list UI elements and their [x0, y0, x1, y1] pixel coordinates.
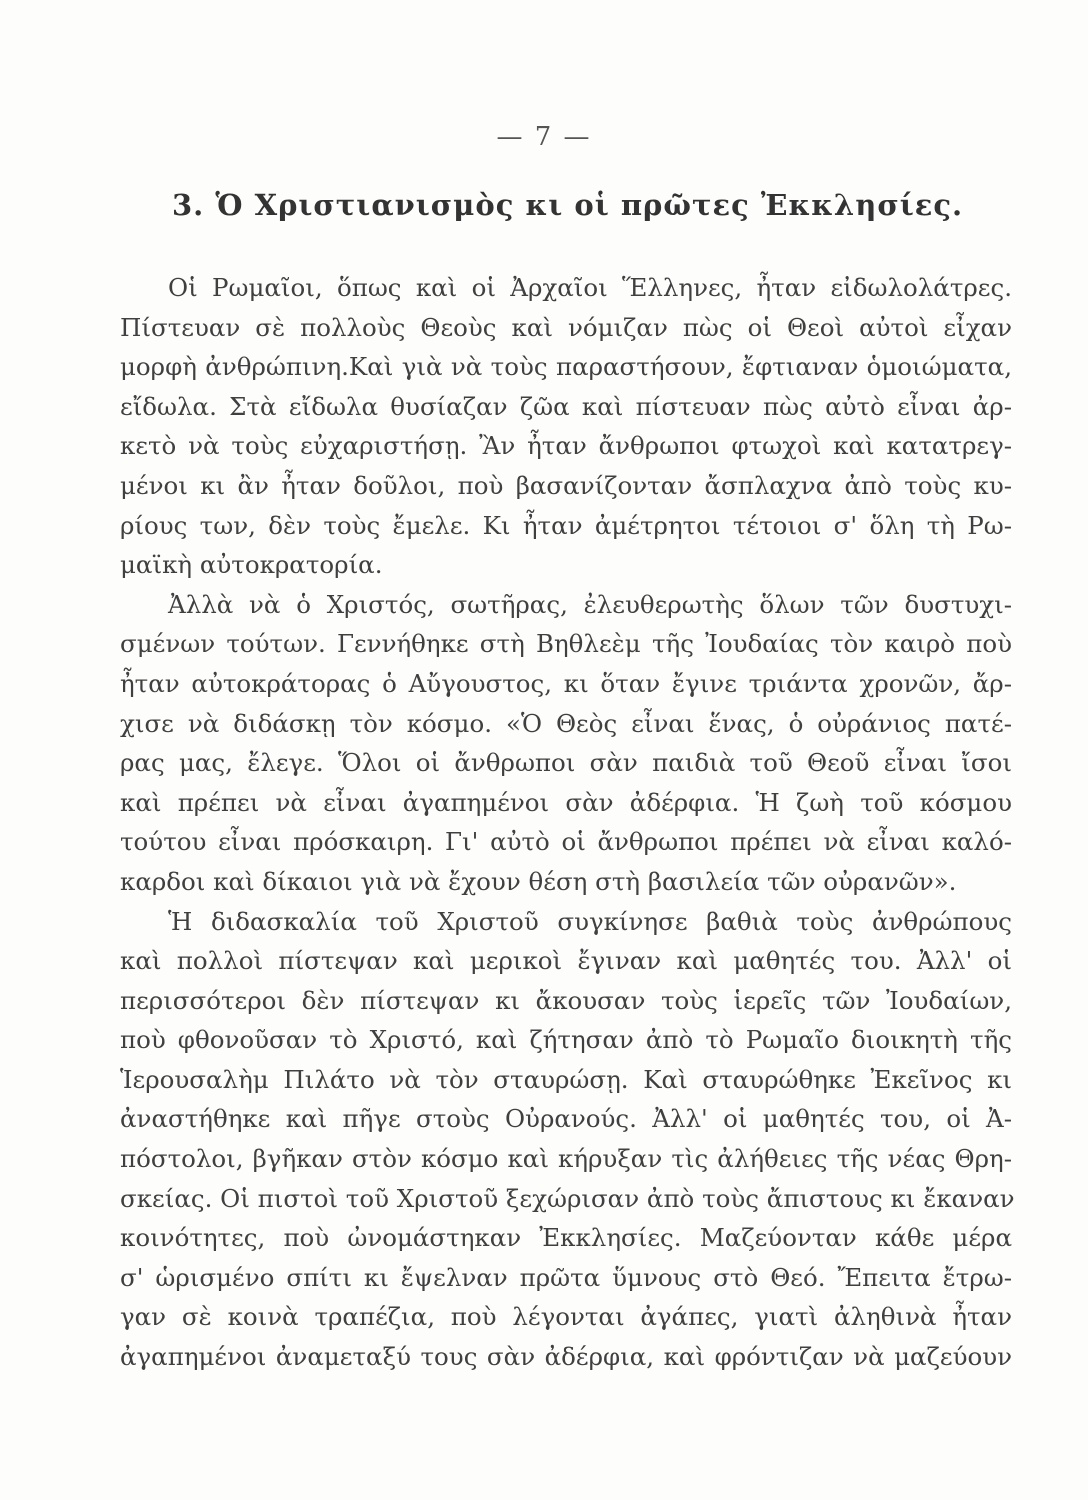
text-line: ποὺ φθονοῦσαν τὸ Χριστό, καὶ ζήτησαν ἀπὸ τὸ Ρωμαῖο διοικητὴ τῆς	[120, 1025, 1012, 1055]
text-line: μένοι κι ἂν ἦταν δοῦλοι, ποὺ βασανίζονταν ἄσπλαχνα ἀπὸ τοὺς κυ-	[120, 470, 1012, 500]
text-line: γαν σὲ κοινὰ τραπέζια, ποὺ λέγονται ἀγάπες, γιατὶ ἀληθινὰ ἦταν	[120, 1302, 1012, 1332]
body-text	[120, 268, 1015, 1377]
text-line: Ἱερουσαλὴμ Πιλάτο νὰ τὸν σταυρώσῃ. Καὶ σταυρώθηκε Ἐκεῖνος κι	[120, 1064, 1012, 1094]
text-line: σκείας. Οἱ πιστοὶ τοῦ Χριστοῦ ξεχώρισαν ἀπὸ τοὺς ἄπιστους κι ἔκαναν	[120, 1183, 1015, 1213]
text-line: πόστολοι, βγῆκαν στὸν κόσμο καὶ κήρυξαν τὶς ἀλήθειες τῆς νέας Θρη-	[120, 1144, 1012, 1174]
text-line: ἀναστήθηκε καὶ πῆγε στοὺς Οὐρανούς. Ἀλλ' οἱ μαθητές του, οἱ Ἀ-	[120, 1104, 1012, 1134]
text-line: καὶ πολλοὶ πίστεψαν καὶ μερικοὶ ἔγιναν καὶ μαθητές του. Ἀλλ' οἱ	[120, 946, 1012, 976]
text-line: καρδοι καὶ δίκαιοι γιὰ νὰ ἔχουν θέση στὴ βασιλεία τῶν οὐρανῶν».	[120, 866, 957, 896]
text-line: Ἀλλὰ νὰ ὁ Χριστός, σωτῆρας, ἐλευθερωτὴς ὅλων τῶν δυστυχι-	[168, 589, 1012, 619]
text-line: χισε νὰ διδάσκῃ τὸν κόσμο. «Ὁ Θεὸς εἶναι ἕνας, ὁ οὐράνιος πατέ-	[120, 708, 1012, 738]
text-line: ρίους των, δὲν τοὺς ἔμελε. Κι ἦταν ἀμέτρητοι τέτοιοι σ' ὅλη τὴ Ρω-	[120, 510, 1012, 540]
text-line: κοινότητες, ποὺ ὠνομάστηκαν Ἐκκλησίες. Μαζεύονταν κάθε μέρα	[120, 1223, 1012, 1253]
text-line: ρας μας, ἔλεγε. Ὅλοι οἱ ἄνθρωποι σὰν παιδιὰ τοῦ Θεοῦ εἶναι ἴσοι	[120, 748, 1012, 778]
text-line: σ' ὡρισμένο σπίτι κι ἔψελναν πρῶτα ὕμνους στὸ Θεό. Ἔπειτα ἔτρω-	[120, 1262, 1012, 1292]
text-line: μαϊκὴ αὐτοκρατορία.	[120, 550, 383, 580]
text-line: ἀγαπημένοι ἀναμεταξύ τους σὰν ἀδέρφια, καὶ φρόντιζαν νὰ μαζεύουν	[120, 1342, 1012, 1372]
text-line: σμένων τούτων. Γεννήθηκε στὴ Βηθλεὲμ τῆς Ἰουδαίας τὸν καιρὸ ποὺ	[120, 629, 1012, 659]
text-line: μορφὴ ἀνθρώπινη.Καὶ γιὰ νὰ τοὺς παραστήσουν, ἔφτιαναν ὁμοιώματα,	[120, 352, 1012, 382]
text-line: Ἡ διδασκαλία τοῦ Χριστοῦ συγκίνησε βαθιὰ τοὺς ἀνθρώπους	[168, 906, 1012, 936]
text-line: εἴδωλα. Στὰ εἴδωλα θυσίαζαν ζῶα καὶ πίστευαν πὼς αὐτὸ εἶναι ἀρ-	[120, 391, 1012, 421]
chapter-title: 3. Ὁ Χριστιανισμὸς κι οἱ πρῶτες Ἐκκλησίες.	[172, 188, 964, 222]
text-line: Πίστευαν σὲ πολλοὺς Θεοὺς καὶ νόμιζαν πὼς οἱ Θεοὶ αὐτοὶ εἶχαν	[120, 312, 1012, 342]
text-line: ἦταν αὐτοκράτορας ὁ Αὔγουστος, κι ὅταν ἔγινε τριάντα χρονῶν, ἄρ-	[120, 668, 1012, 698]
text-line: περισσότεροι δὲν πίστεψαν κι ἄκουσαν τοὺς ἱερεῖς τῶν Ἰουδαίων,	[120, 985, 1012, 1015]
text-line: τούτου εἶναι πρόσκαιρη. Γι' αὐτὸ οἱ ἄνθρωποι πρέπει νὰ εἶναι καλό-	[120, 827, 1012, 857]
text-line: Οἱ Ρωμαῖοι, ὅπως καὶ οἱ Ἀρχαῖοι Ἕλληνες, ἦταν εἰδωλολάτρες.	[168, 273, 1012, 302]
text-line: κετὸ νὰ τοὺς εὐχαριστήσῃ. Ἂν ἦταν ἄνθρωποι φτωχοὶ καὶ κατατρεγ-	[120, 431, 1012, 461]
text-line: καὶ πρέπει νὰ εἶναι ἀγαπημένοι σὰν ἀδέρφια. Ἡ ζωὴ τοῦ κόσμου	[120, 787, 1012, 817]
page-number: — 7 —	[496, 122, 592, 152]
